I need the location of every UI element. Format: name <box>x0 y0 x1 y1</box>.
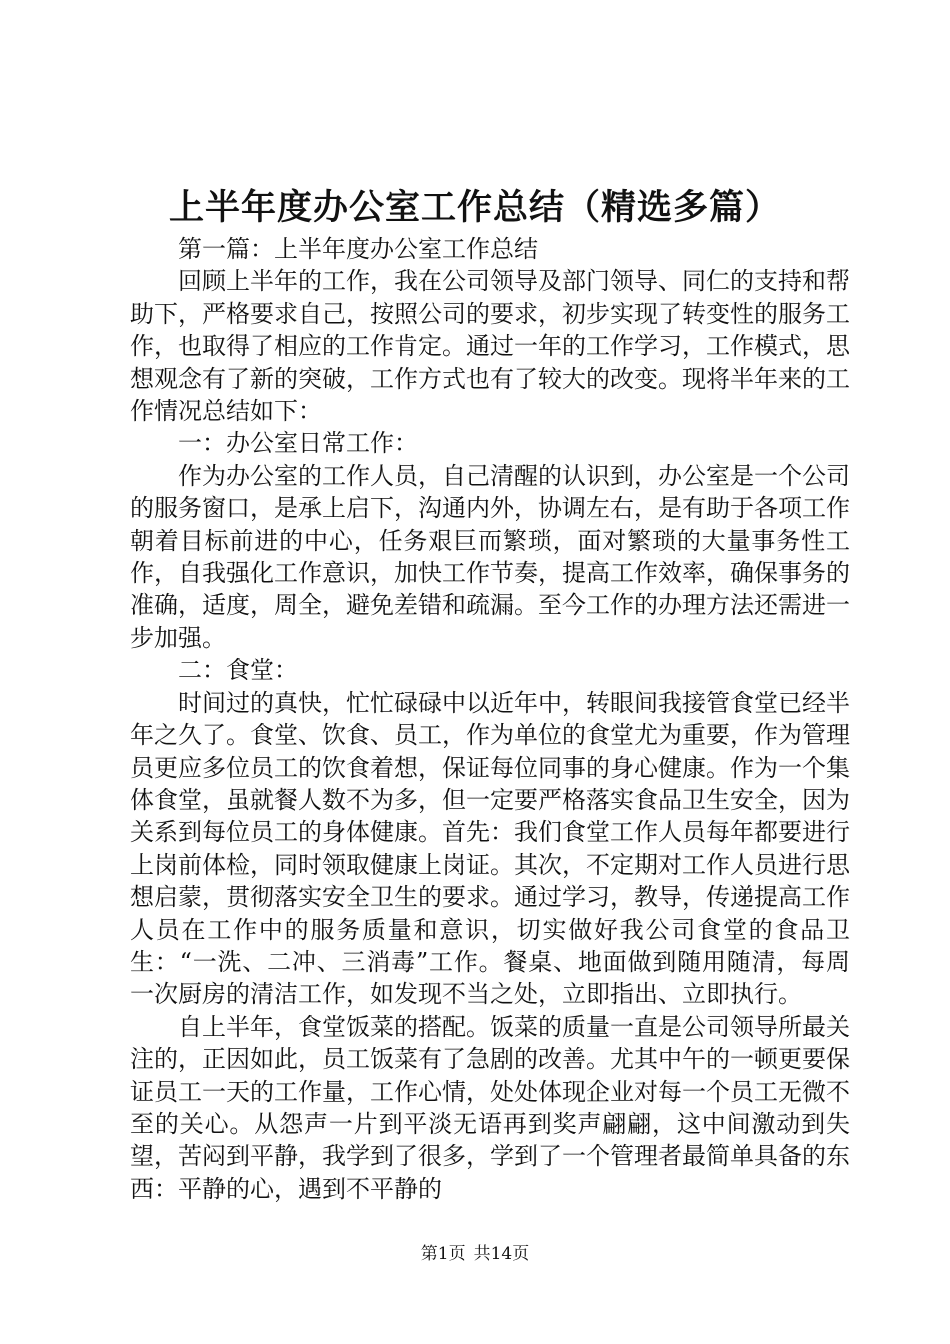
paragraph-review: 回顾上半年的工作，我在公司领导及部门领导、同仁的支持和帮助下，严格要求自己，按照公司的要求，初步实现了转变性的服务工作，也取得了相应的工作肯定。通过一年的工作学习，工作模式，思想观念有了新的突破，工作方式也有了较大的改变。现将半年来的工作情况总结如下： <box>130 267 850 426</box>
document-body <box>130 233 850 1205</box>
page-footer <box>0 1243 950 1265</box>
page-total: 共14页 <box>473 1244 530 1264</box>
paragraph-canteen: 时间过的真快，忙忙碌碌中以近年中，转眼间我接管食堂已经半年之久了。食堂、饮食、员工，作为单位的食堂尤为重要，作为管理员更应多位员工的饮食着想，保证每位同事的身心健康。作为一个集体食堂，虽就餐人数不为多，但一定要严格落实食品卫生安全，因为关系到每位员工的身体健康。首先：我们食堂工作人员每年都要进行上岗前体检，同时领取健康上岗证。其次，不定期对工作人员进行思想启蒙，贯彻落实安全卫生的要求。通过学习，教导，传递提高工作人员在工作中的服务质量和意识，切实做好我公司食堂的食品卫生：“一洗、二冲、三消毒”工作。餐桌、地面做到随用随清，每周一次厨房的清洁工作，如发现不当之处，立即指出、立即执行。 <box>130 688 850 1009</box>
section-heading-office-work: 一：办公室日常工作： <box>178 429 418 458</box>
paragraph-meals: 自上半年，食堂饭菜的搭配。饭菜的质量一直是公司领导所最关注的，正因如此，员工饭菜有了急剧的改善。尤其中午的一顿更要保证员工一天的工作量，工作心情，处处体现企业对每一个员工无微不至的关心。从怨声一片到平淡无语再到奖声翩翩，这中间激动到失望，苦闷到平静，我学到了很多，学到了一个管理者最简单具备的东西：平静的心，遇到不平静的 <box>130 1012 850 1203</box>
paragraph-office-work: 作为办公室的工作人员，自己清醒的认识到，办公室是一个公司的服务窗口，是承上启下，沟通内外，协调左右，是有助于各项工作朝着目标前进的中心，任务艰巨而繁琐，面对繁琐的大量事务性工作，自我强化工作意识，加快工作节奏，提高工作效率，确保事务的准确，适度，周全，避免差错和疏漏。至今工作的办理方法还需进一步加强。 <box>130 461 850 652</box>
section-heading-canteen: 二：食堂： <box>178 656 298 685</box>
document-title: 上半年度办公室工作总结（精选多篇） <box>168 187 781 228</box>
page-number: 第1页 <box>420 1244 466 1264</box>
section-heading-part-one: 第一篇：上半年度办公室工作总结 <box>178 235 538 263</box>
